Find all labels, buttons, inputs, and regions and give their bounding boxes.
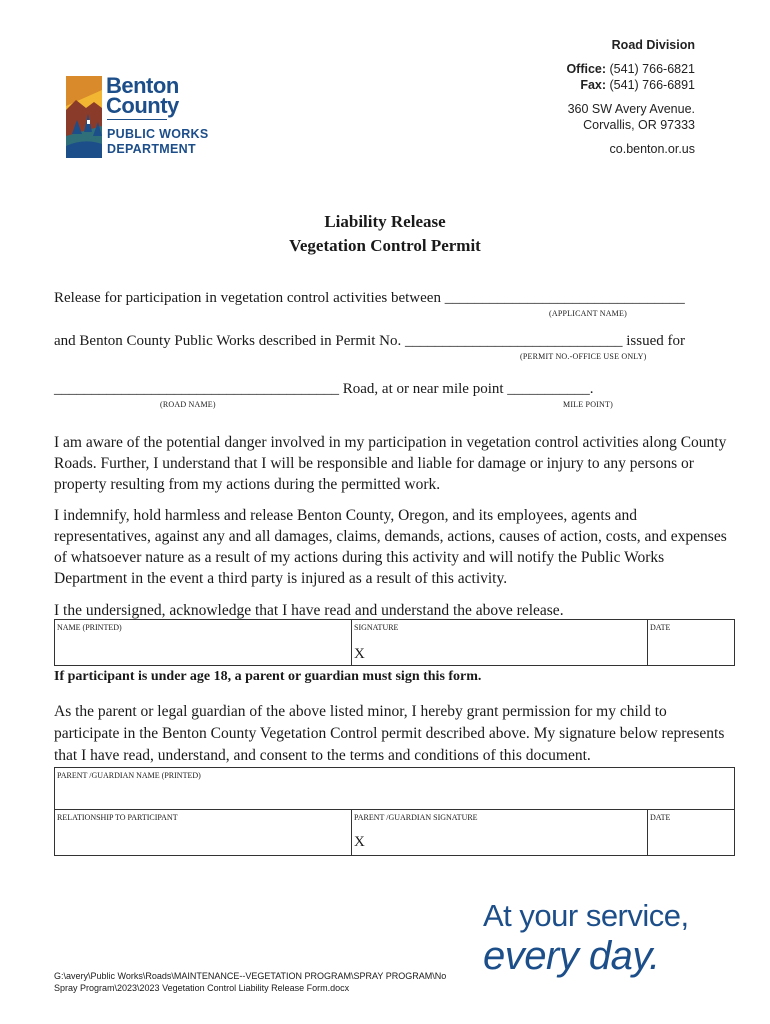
- road-name-caption: (ROAD NAME): [160, 400, 216, 409]
- address-line1: 360 SW Avery Avenue.: [567, 102, 695, 116]
- awareness-paragraph: I am aware of the potential danger involved in my participation in vegetation control activities along County Roads. Further, I understand that I will be responsible and liable for damage or injury to any persons or property resulting from my actions during the permitted work.: [54, 434, 727, 493]
- guardian-date-cell[interactable]: [648, 810, 735, 856]
- slogan: [483, 898, 689, 978]
- address-line2: Corvallis, OR 97333: [583, 118, 695, 132]
- date-label: DATE: [650, 623, 671, 632]
- signature-cell[interactable]: [352, 620, 648, 666]
- applicant-line[interactable]: Release for participation in vegetation control activities between ________________________________: [54, 290, 685, 306]
- participant-signature-table: [54, 619, 735, 666]
- applicant-caption: (APPLICANT NAME): [549, 309, 627, 318]
- file-path-line2: Spray Program\2023\2023 Vegetation Control Liability Release Form.docx: [54, 983, 350, 993]
- logo-dept-line1: PUBLIC WORKS: [107, 127, 209, 141]
- guardian-name-cell[interactable]: [55, 768, 735, 810]
- office-phone-line: [566, 61, 695, 77]
- title-line1: Liability Release: [324, 212, 446, 231]
- relationship-label: RELATIONSHIP TO PARTICIPANT: [57, 813, 178, 822]
- logo-divider: [107, 119, 167, 120]
- contact-block: [566, 37, 695, 157]
- mile-point-caption: MILE POINT): [563, 400, 613, 409]
- permit-line[interactable]: and Benton County Public Works described in Permit No. _____________________________ issued for: [54, 333, 685, 349]
- title-line2: Vegetation Control Permit: [289, 236, 481, 255]
- guardian-consent-paragraph: As the parent or legal guardian of the above listed minor, I hereby grant permission for my child to participate in the Benton County Vegetation Control permit described above. My signature below represents that I have read, understand, and consent to the terms and conditions of this document.: [54, 703, 725, 764]
- document-title: [0, 210, 770, 258]
- permit-caption: (PERMIT NO.-OFFICE USE ONLY): [520, 352, 647, 361]
- benton-county-logo-emblem: [66, 76, 102, 158]
- acknowledge-paragraph: I the undersigned, acknowledge that I have read and understand the above release.: [54, 602, 564, 619]
- slogan-line1: At your service,: [483, 898, 689, 933]
- signature-label: SIGNATURE: [354, 623, 399, 632]
- logo-county-name: [106, 73, 179, 118]
- guardian-signature-label: PARENT /GUARDIAN SIGNATURE: [354, 813, 478, 822]
- date-cell[interactable]: [648, 620, 735, 666]
- relationship-cell[interactable]: [55, 810, 352, 856]
- road-mile-line[interactable]: ______________________________________ Road, at or near mile point ___________.: [54, 381, 594, 397]
- guardian-name-label: PARENT /GUARDIAN NAME (PRINTED): [57, 771, 201, 780]
- logo-name-line1: Benton: [106, 73, 179, 98]
- guardian-signature-x-mark: X: [354, 834, 365, 850]
- office-phone: (541) 766-6821: [609, 62, 695, 76]
- guardian-date-label: DATE: [650, 813, 671, 822]
- name-printed-cell[interactable]: [55, 620, 352, 666]
- signature-x-mark: X: [354, 646, 365, 662]
- logo-name-line2: County: [106, 93, 179, 118]
- guardian-signature-cell[interactable]: [352, 810, 648, 856]
- slogan-line2: every day.: [483, 934, 660, 978]
- office-label: Office:: [566, 62, 607, 76]
- division-name: Road Division: [611, 38, 695, 52]
- logo-department: [107, 127, 209, 157]
- minor-notice: If participant is under age 18, a parent or guardian must sign this form.: [54, 669, 482, 684]
- indemnify-paragraph: I indemnify, hold harmless and release Benton County, Oregon, and its employees, agents and representatives, against any and all damages, claims, demands, actions, causes of action, costs, and expenses of whatsoever nature as a result of my actions during this activity and will notify the Public Works Department in the event a third party is injured as a result of this activity.: [54, 507, 727, 587]
- file-path: [54, 970, 446, 994]
- logo-dept-line2: DEPARTMENT: [107, 142, 196, 156]
- fax-line: [566, 77, 695, 93]
- file-path-line1: G:\avery\Public Works\Roads\MAINTENANCE--VEGETATION PROGRAM\SPRAY PROGRAM\No: [54, 971, 447, 981]
- fax-phone: (541) 766-6891: [609, 78, 695, 92]
- name-printed-label: NAME (PRINTED): [57, 623, 122, 632]
- guardian-signature-table: [54, 767, 735, 856]
- website-link[interactable]: co.benton.or.us: [609, 142, 695, 156]
- fax-label: Fax:: [580, 78, 607, 92]
